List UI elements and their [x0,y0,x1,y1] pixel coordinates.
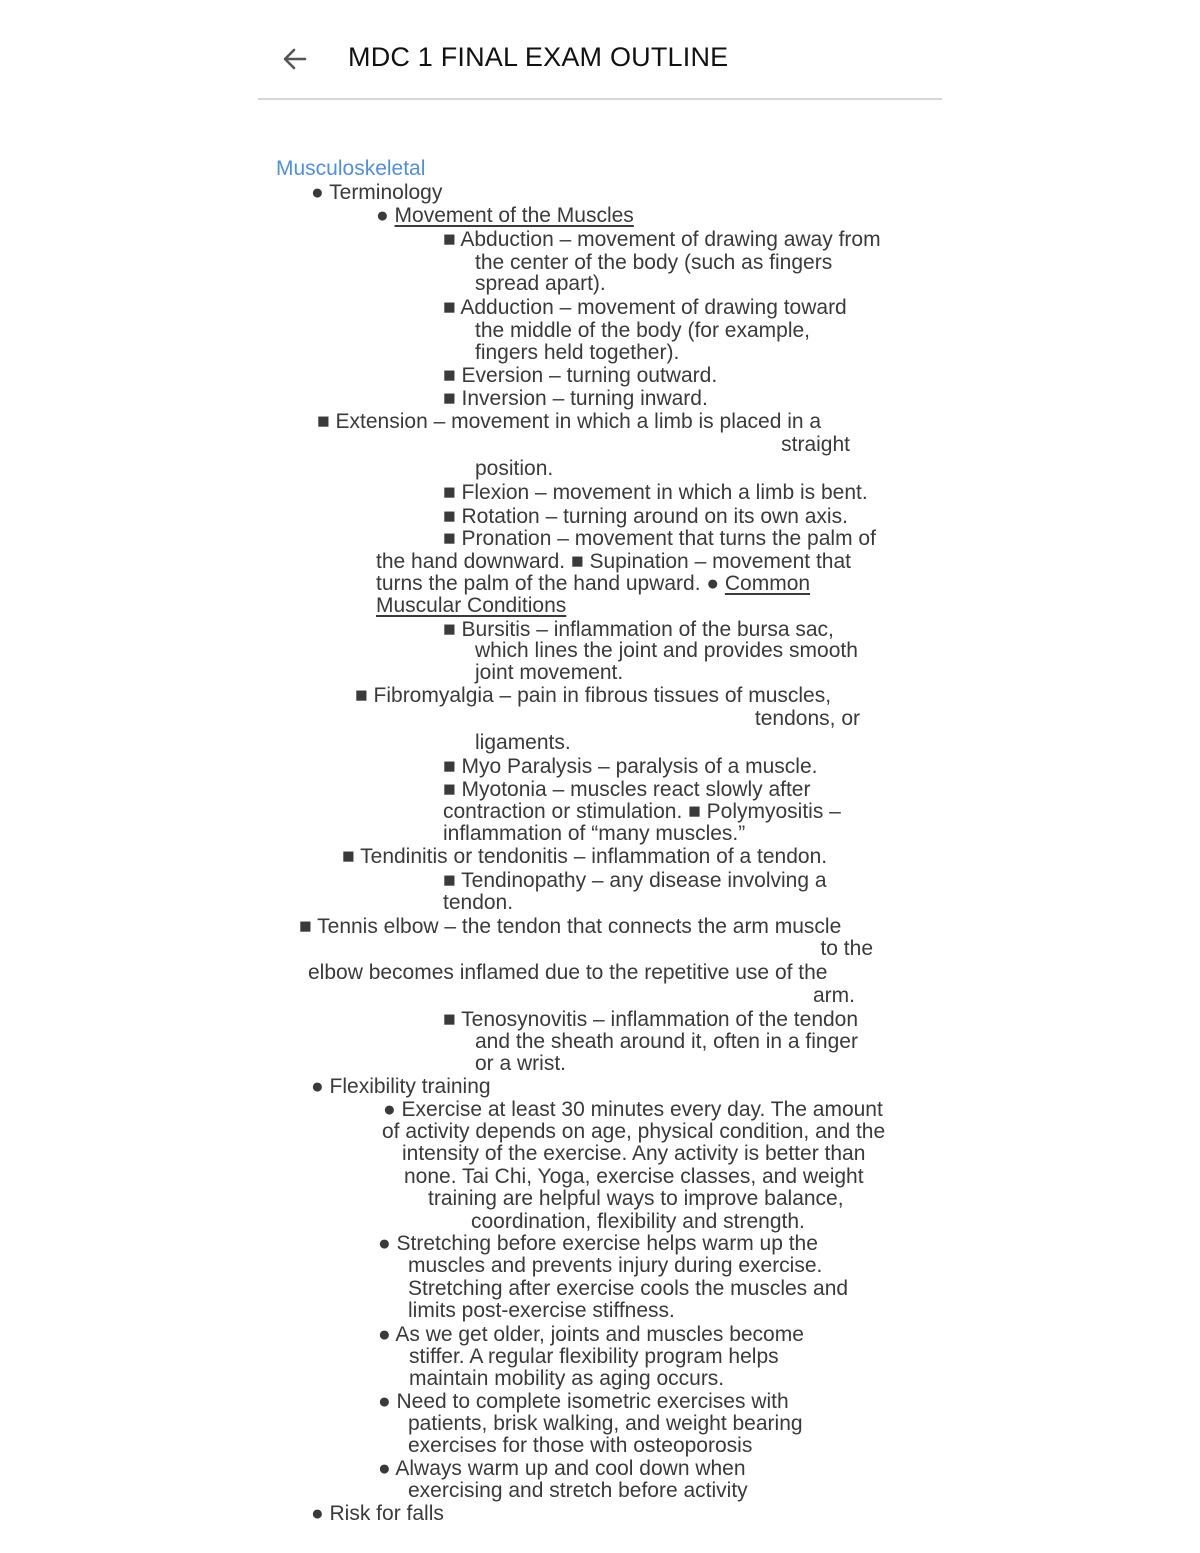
outline-line: ● Always warm up and cool down when [378,1457,746,1480]
outline-line: training are helpful ways to improve balance, [428,1187,844,1210]
outline-line: ■ Tennis elbow – the tendon that connects the arm muscle [299,915,842,938]
outline-line [376,204,634,228]
outline-line: ligaments. [475,731,571,754]
outline-line: exercising and stretch before activity [408,1479,748,1502]
subheading-link: Movement of the Muscles [394,204,634,227]
outline-line: arm. [813,984,855,1007]
subheading-link: Common [724,572,811,595]
outline-line: ● Need to complete isometric exercises with [378,1390,789,1413]
outline-line: ● Terminology [311,181,443,204]
outline-line: position. [475,457,554,480]
outline-line: and the sheath around it, often in a finger [475,1030,858,1053]
outline-line: joint movement. [475,661,624,684]
outline-line: ■ Tendinopathy – any disease involving a [443,869,827,892]
outline-line: inflammation of “many muscles.” [443,822,746,845]
outline-line: straight [781,433,850,456]
outline-line: ● Stretching before exercise helps warm up the [378,1232,818,1255]
outline-line: maintain mobility as aging occurs. [409,1367,725,1390]
outline-line: ■ Adduction – movement of drawing toward [443,296,847,319]
outline-line: ■ Flexion – movement in which a limb is bent. [443,481,868,504]
outline-line: tendon. [443,891,514,914]
outline-line: ■ Abduction – movement of drawing away from [443,228,881,251]
outline-line: limits post-exercise stiffness. [408,1299,675,1322]
outline-line: ■ Tenosynovitis – inflammation of the tendon [443,1008,859,1031]
outline-line: contraction or stimulation. ■ Polymyositis – [443,800,841,823]
page-title: MDC 1 FINAL EXAM OUTLINE [348,42,729,72]
outline-line: of activity depends on age, physical condition, and the [382,1120,886,1143]
outline-line: the middle of the body (for example, [475,319,811,342]
outline-line [376,572,810,596]
outline-line: coordination, flexibility and strength. [471,1210,805,1233]
outline-line: none. Tai Chi, Yoga, exercise classes, and weight [404,1165,864,1188]
outline-line: the hand downward. ■ Supination – movement that [376,550,851,573]
outline-line: elbow becomes inflamed due to the repetitive use of the [308,961,828,984]
outline-line: ■ Pronation – movement that turns the palm of [443,527,876,550]
subheading-link: Muscular Conditions [376,594,567,617]
outline-line: exercises for those with osteoporosis [408,1434,753,1457]
outline-line: or a wrist. [475,1052,567,1075]
outline-line: ● As we get older, joints and muscles become [378,1323,804,1346]
outline-line: the center of the body (such as fingers [475,251,833,274]
outline-line: ■ Rotation – turning around on its own axis. [443,505,848,528]
outline-line: muscles and prevents injury during exercise. [408,1254,823,1277]
outline-line: ● Flexibility training [311,1075,491,1098]
outline-line: ■ Bursitis – inflammation of the bursa sac, [443,618,834,641]
outline-line: Stretching after exercise cools the muscles and [408,1277,849,1300]
outline-line: spread apart). [475,272,606,295]
outline-line: ■ Extension – movement in which a limb is placed in a [317,410,822,433]
outline-line: intensity of the exercise. Any activity is better than [402,1142,866,1165]
outline-line: ■ Eversion – turning outward. [443,364,718,387]
outline-line: which lines the joint and provides smooth [475,639,858,662]
outline-line: fingers held together). [475,341,680,364]
outline-line: ■ Fibromyalgia – pain in fibrous tissues of muscles, [355,684,832,707]
outline-line: ● Risk for falls [311,1502,444,1525]
outline-line: patients, brisk walking, and weight bearing [408,1412,803,1435]
outline-line: stiffer. A regular flexibility program helps [409,1345,779,1368]
outline-line: tendons, or [754,707,860,730]
outline-line: ■ Inversion – turning inward. [443,387,708,410]
outline-line: to the [820,937,873,960]
outline-line: ■ Myo Paralysis – paralysis of a muscle. [443,755,818,778]
outline-line: ■ Myotonia – muscles react slowly after [443,778,811,801]
bullet: ● [376,204,395,227]
outline-line: ■ Tendinitis or tendonitis – inflammation of a tendon. [342,845,828,868]
section-heading: Musculoskeletal [276,157,426,180]
outline-line: ● Exercise at least 30 minutes every day. The amount [383,1098,883,1121]
inline-text: turns the palm of the hand upward. ● [376,572,725,595]
